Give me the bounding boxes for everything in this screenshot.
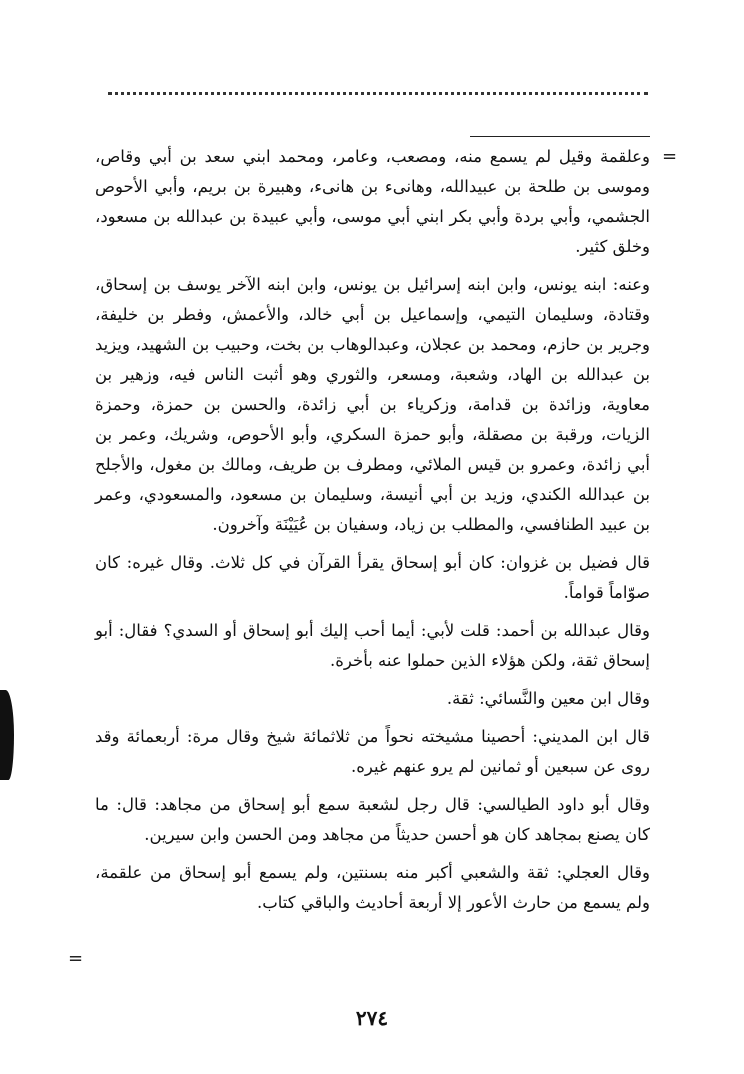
body-text xyxy=(95,142,650,926)
paragraph-students: وعنه: ابنه يونس، وابن ابنه إسرائيل بن يونس، وابن ابنه الآخر يوسف بن إسحاق، وقتادة، وسليمان التيمي، وإسماعيل بن أبي خالد، والأعمش، وفطر بن خليفة، وجرير بن حازم، ومحمد بن عجلان، وعبدالوهاب بن بخت، وحبيب بن الشهيد، ويزيد بن عبدالله بن الهاد، وشعبة، ومسعر، والثوري وهو أثبت الناس فيه، وزهير بن معاوية، وزائدة بن قدامة، وزكرياء بن أبي زائدة، والحسن بن حمزة، وحمزة الزيات، ورقبة بن مصقلة، وأبو حمزة السكري، وأبو الأحوص، وشريك، وعمر بن أبي زائدة، وعمرو بن قيس الملائي، ومطرف بن طريف، ومالك بن مغول، والأجلح بن عبدالله الكندي، وزيد بن أبي أنيسة، وسليمان بن مسعود، والمسعودي، وعمر بن عبيد الطنافسي، والمطلب بن زياد، وسفيان بن عُيَيْنَة وآخرون. xyxy=(95,275,650,534)
scan-edge-blot xyxy=(0,690,14,780)
paragraph-tayalisi: وقال أبو داود الطيالسي: قال رجل لشعبة سمع أبو إسحاق من مجاهد: قال: ما كان يصنع بمجاهد كان هو أحسن حديثاً من مجاهد ومن الحسن وابن سيرين. xyxy=(95,795,650,844)
paragraph-ibn-madini: قال ابن المديني: أحصينا مشيخته نحواً من ثلاثمائة شيخ وقال مرة: أربعمائة وقد روى عن سبعين أو ثمانين لم يرو عنهم غيره. xyxy=(95,727,650,776)
margin-mark-top: = xyxy=(662,146,678,167)
paragraph-ijli: وقال العجلي: ثقة والشعبي أكبر منه بسنتين، ولم يسمع أبو إسحاق من علقمة، ولم يسمع من حارث الأعور إلا أربعة أحاديث والباقي كتاب. xyxy=(95,863,650,912)
paragraph-ibn-maeen: وقال ابن معين والنَّسائي: ثقة. xyxy=(446,689,650,708)
margin-mark-bottom: = xyxy=(68,948,84,969)
paragraph-abdullah: وقال عبدالله بن أحمد: قلت لأبي: أيما أحب إليك أبو إسحاق أو السدي؟ فقال: أبو إسحاق ثقة، ولكن هؤلاء الذين حملوا عنه بأخرة. xyxy=(95,621,650,670)
page-number: ٢٧٤ xyxy=(355,1006,389,1030)
paragraph-teachers: وعلقمة وقيل لم يسمع منه، ومصعب، وعامر، ومحمد ابني سعد بن أبي وقاص، وموسى بن طلحة بن عبيدالله، وهانىء بن هانىء، وهبيرة بن بريم، وأبي الأحوص الجشمي، وأبي بردة وأبي بكر ابني أبي موسى، وأبي عبيدة بن عبدالله بن مسعود، وخلق كثير. xyxy=(95,147,650,256)
dotted-separator xyxy=(108,92,648,95)
footnote-rule xyxy=(470,136,650,137)
paragraph-fudayl: قال فضيل بن غزوان: كان أبو إسحاق يقرأ القرآن في كل ثلاث. وقال غيره: كان صوّاماً قواماً. xyxy=(95,553,650,602)
